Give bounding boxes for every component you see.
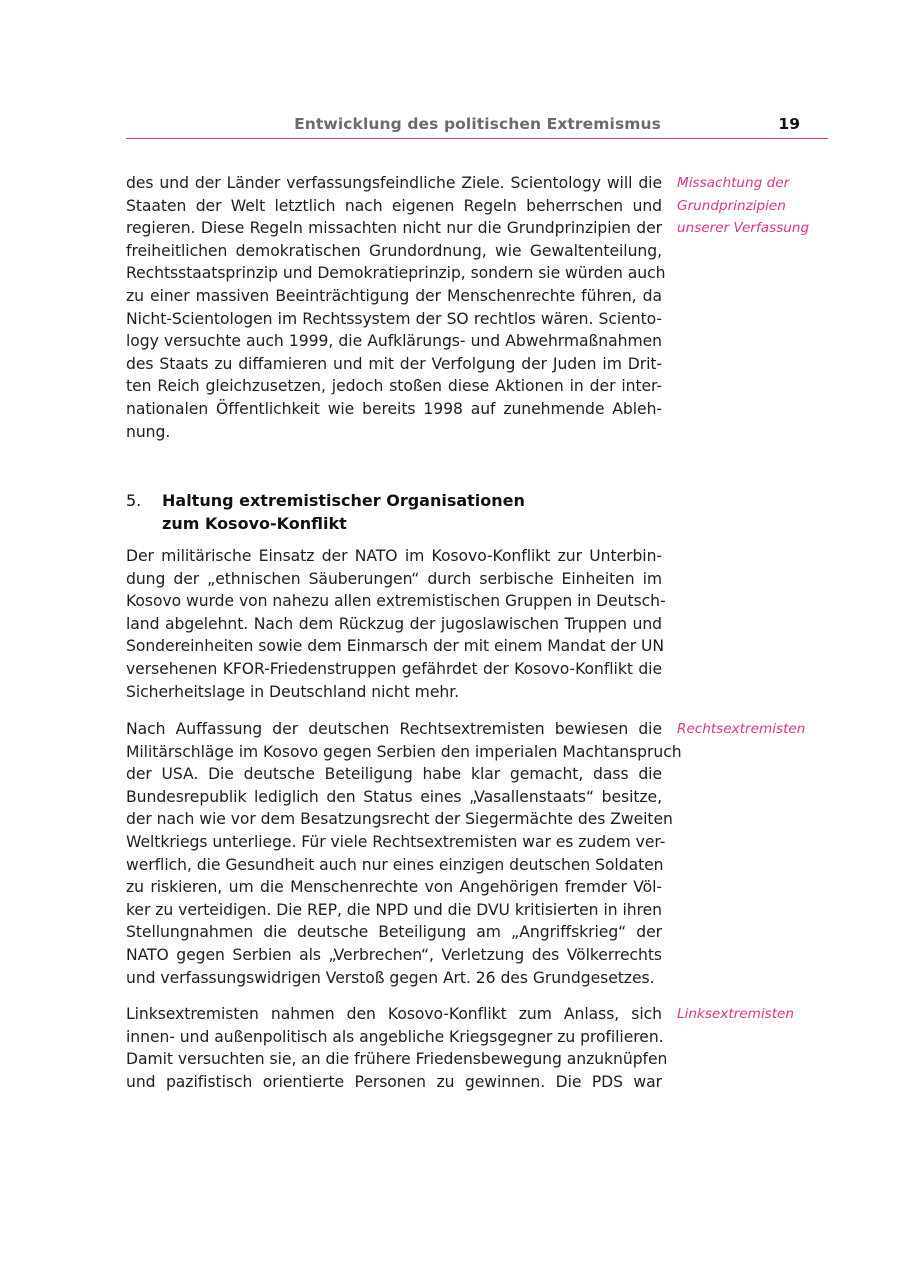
text-line: innen- und außenpolitisch als angebliche Kriegsgegner zu profilieren. (126, 1027, 664, 1046)
section-number: 5. (126, 491, 142, 510)
paragraph-rechtsextremisten (126, 718, 682, 989)
section-title-line: zum Kosovo-Konflikt (162, 514, 347, 533)
text-line: nationalen Öffentlichkeit wie bereits 1998 auf zunehmende Ableh- (126, 399, 662, 418)
margin-note-line: Grundprinzipien (677, 197, 786, 214)
text-line: freiheitlichen demokratischen Grundordnung, wie Gewaltenteilung, (126, 241, 662, 260)
text-line: regieren. Diese Regeln missachten nicht nur die Grundprinzipien der (126, 219, 662, 238)
text-line: ten Reich gleichzusetzen, jedoch stoßen diese Aktionen in der inter- (126, 377, 662, 396)
text-line: Weltkriegs unterliege. Für viele Rechtsextremisten war es zudem ver- (126, 832, 666, 851)
running-header (126, 114, 828, 139)
margin-note-rechtsextremisten (677, 718, 847, 741)
text-line: nung. (126, 422, 171, 441)
text-line: Der militärische Einsatz der NATO im Kosovo-Konflikt zur Unterbin- (126, 547, 662, 565)
text-line: logy versuchte auch 1999, die Aufklärungs- und Abwehrmaßnahmen (126, 332, 662, 351)
text-line: Stellungnahmen die deutsche Beteiligung am „Angriffskrieg“ der (126, 923, 662, 942)
header-title: Entwicklung des politischen Extremismus (294, 115, 661, 133)
text-line: land abgelehnt. Nach dem Rückzug der jugoslawischen Truppen und (126, 614, 662, 633)
paragraph-scientology (126, 172, 666, 443)
text-line: dung der „ethnischen Säuberungen“ durch serbische Einheiten im (126, 569, 662, 588)
paragraph-nato-einsatz (126, 545, 666, 703)
text-line: Sicherheitslage in Deutschland nicht mehr. (126, 682, 460, 701)
margin-note-linksextremisten (677, 1003, 847, 1026)
text-line: Rechtsstaatsprinzip und Demokratieprinzip, sondern sie würden auch (126, 264, 666, 283)
text-line: der USA. Die deutsche Beteiligung habe klar gemacht, dass die (126, 765, 662, 784)
text-line: Staaten der Welt letztlich nach eigenen Regeln beherrschen und (126, 196, 662, 215)
section-title (162, 489, 525, 535)
margin-note-verfassung (677, 172, 847, 240)
text-line: Linksextremisten nahmen den Kosovo-Konflikt zum Anlass, sich (126, 1005, 662, 1023)
text-line: ker zu verteidigen. Die REP, die NPD und die DVU kritisierten in ihren (126, 900, 662, 919)
text-line: und pazifistisch orientierte Personen zu gewinnen. Die PDS war (126, 1072, 662, 1091)
text-line: Sondereinheiten sowie dem Einmarsch der mit einem Mandat der UN (126, 637, 664, 656)
text-line: Kosovo wurde von nahezu allen extremistischen Gruppen in Deutsch- (126, 592, 666, 611)
text-line: NATO gegen Serbien als „Verbrechen“, Verletzung des Völkerrechts (126, 945, 662, 964)
text-line: werflich, die Gesundheit auch nur eines einzigen deutschen Soldaten (126, 855, 664, 874)
text-line: der nach wie vor dem Besatzungsrecht der Siegermächte des Zweiten (126, 810, 673, 829)
text-line: zu riskieren, um die Menschenrechte von Angehörigen fremder Völ- (126, 878, 662, 897)
section-title-line: Haltung extremistischer Organisationen (162, 491, 525, 510)
text-line: Bundesrepublik lediglich den Status eines „Vasallenstaats“ besitze, (126, 787, 662, 806)
text-line: Nicht-Scientologen im Rechtssystem der SO rechtlos wären. Sciento- (126, 309, 662, 328)
margin-note-line: Rechtsextremisten (677, 721, 806, 737)
text-line: zu einer massiven Beeinträchtigung der Menschenrechte führen, da (126, 286, 662, 305)
page-number: 19 (778, 115, 800, 133)
text-line: Nach Auffassung der deutschen Rechtsextremisten bewiesen die (126, 720, 662, 738)
paragraph-linksextremisten (126, 1003, 668, 1093)
text-line: des und der Länder verfassungsfeindliche Ziele. Scientology will die (126, 174, 662, 192)
text-line: Militärschläge im Kosovo gegen Serbien den imperialen Machtanspruch (126, 742, 682, 761)
margin-note-line: unserer Verfassung (677, 220, 810, 237)
text-line: des Staats zu diffamieren und mit der Verfolgung der Juden im Drit- (126, 354, 662, 373)
text-line: Damit versuchten sie, an die frühere Friedensbewegung anzuknüpfen (126, 1050, 668, 1069)
text-line: versehenen KFOR-Friedenstruppen gefährdet der Kosovo-Konflikt die (126, 659, 662, 678)
margin-note-line: Missachtung der (677, 175, 790, 191)
margin-note-line: Linksextremisten (677, 1006, 795, 1022)
text-line: und verfassungswidrigen Verstoß gegen Art. 26 des Grundgesetzes. (126, 968, 655, 987)
